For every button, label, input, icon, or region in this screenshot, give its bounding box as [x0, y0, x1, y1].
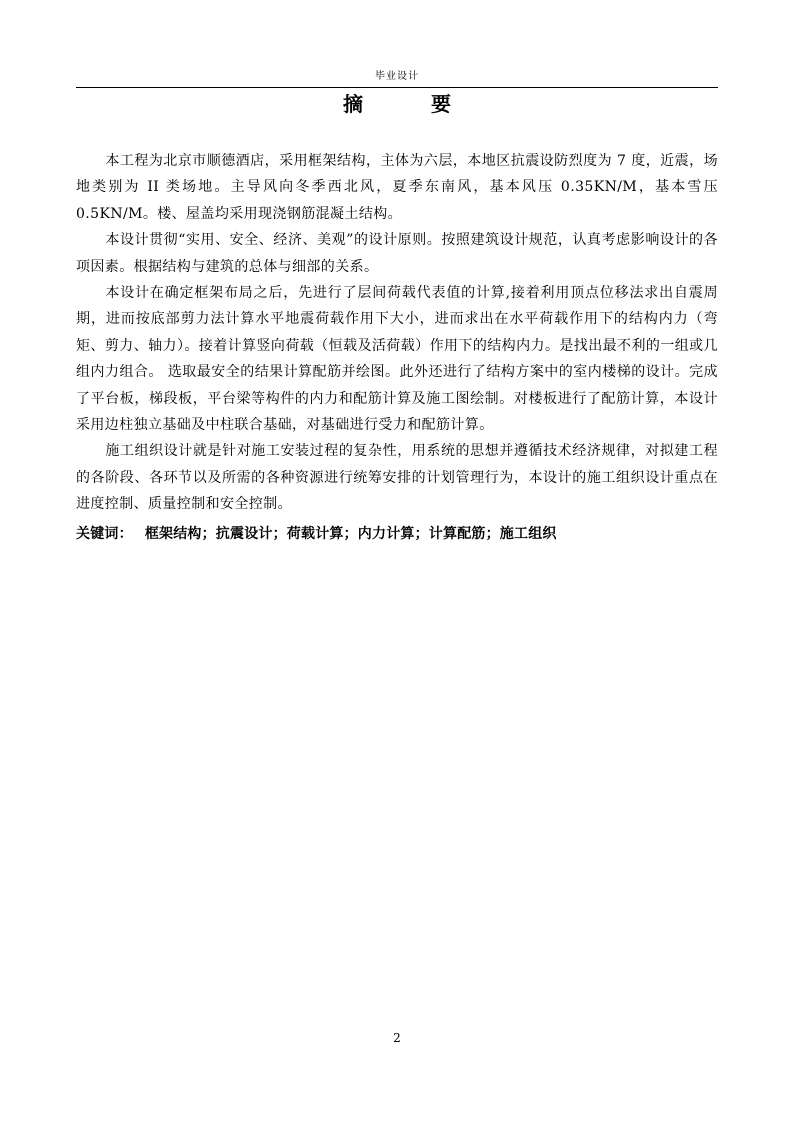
running-header: 毕业设计	[375, 71, 419, 82]
page-number: 2	[393, 1031, 401, 1045]
header-divider	[76, 87, 718, 88]
abstract-paragraph-4: 施工组织设计就是针对施工安装过程的复杂性，用系统的思想并遵循技术经济规律，对拟建工程的各阶段、各环节以及所需的各种资源进行统筹安排的计划管理行为，本设计的施工组织设计重点在进度控制、质量控制和安全控制。	[76, 443, 718, 513]
abstract-title: 摘 要	[343, 92, 475, 116]
keywords-line	[76, 521, 718, 547]
abstract-paragraph-3: 本设计在确定框架布局之后，先进行了层间荷载代表值的计算,接着利用顶点位移法求出自震周期，进而按底部剪力法计算水平地震荷载作用下大小，进而求出在水平荷载作用下的结构内力（弯矩、剪力、轴力）。接着计算竖向荷载（恒载及活荷载）作用下的结构内力。是找出最不利的一组或几组内力组合。 选取最安全的结果计算配筋并绘图。此外还进行了结构方案中的室内楼梯的设计。完成了平台板，梯段板，平台梁等构件的内力和配筋计算及施工图绘制。对楼板进行了配筋计算，本设计采用边柱独立基础及中柱联合基础，对基础进行受力和配筋计算。	[76, 285, 718, 434]
abstract-paragraph-1: 本工程为北京市顺德酒店，采用框架结构，主体为六层，本地区抗震设防烈度为 7 度，近震，场地类别为 II 类场地。主导风向冬季西北风，夏季东南风，基本风压 0.35KN/M，基本雪压 0.5KN/M。楼、屋盖均采用现浇钢筋混凝土结构。	[76, 153, 718, 222]
keywords-label: 关键词：	[76, 525, 133, 542]
abstract-body	[76, 148, 718, 547]
abstract-paragraph-2: 本设计贯彻“实用、安全、经济、美观”的设计原则。按照建筑设计规范，认真考虑影响设计的各项因素。根据结构与建筑的总体与细部的关系。	[76, 232, 718, 275]
keywords-list: 框架结构；抗震设计；荷载计算；内力计算；计算配筋；施工组织	[144, 525, 557, 542]
